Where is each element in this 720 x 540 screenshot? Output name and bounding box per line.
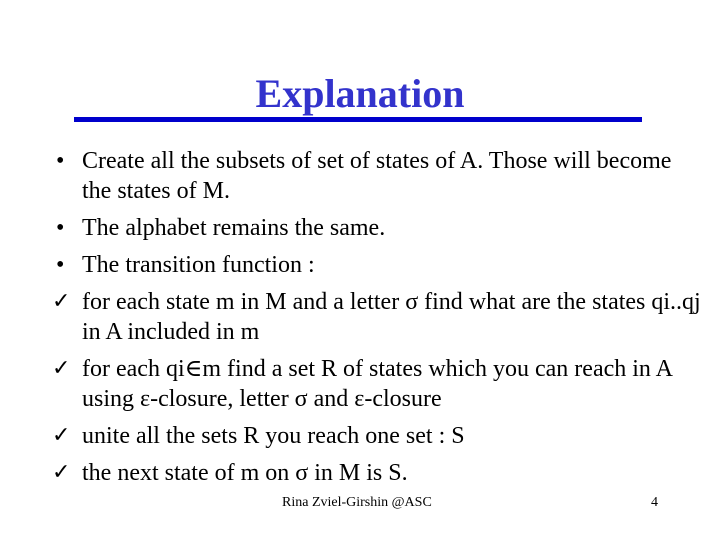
bullet-icon: • xyxy=(56,252,65,278)
bullet-icon: • xyxy=(56,215,65,241)
list-item xyxy=(52,421,702,451)
list-item xyxy=(52,458,702,488)
list-item-text: for each state m in M and a letter σ find what are the states qi..qj in A included in m xyxy=(82,289,701,345)
list-item-text: the next state of m on σ in M is S. xyxy=(82,460,408,486)
list-item-text: The transition function : xyxy=(82,252,315,278)
footer-author: Rina Zviel-Girshin @ASC xyxy=(282,495,432,510)
list-item xyxy=(52,250,702,280)
list-item-text: Create all the subsets of set of states of A. Those will become the states of M. xyxy=(82,148,672,204)
checkmark-icon: ✓ xyxy=(52,289,71,314)
checkmark-icon: ✓ xyxy=(52,356,71,381)
slide-title: Explanation xyxy=(255,71,465,116)
bullet-list xyxy=(52,146,702,495)
list-item xyxy=(52,354,702,414)
checkmark-icon: ✓ xyxy=(52,460,71,485)
page-number: 4 xyxy=(651,495,658,510)
list-item-text: The alphabet remains the same. xyxy=(82,215,386,241)
bullet-icon: • xyxy=(56,148,65,174)
list-item-text: unite all the sets R you reach one set : S xyxy=(82,423,465,449)
title-underline xyxy=(74,117,642,122)
list-item xyxy=(52,213,702,243)
list-item xyxy=(52,146,702,206)
checkmark-icon: ✓ xyxy=(52,423,71,448)
list-item-text: for each qi∈m find a set R of states which you can reach in A using ε-closure, letter σ and ε-closure xyxy=(82,356,672,412)
list-item xyxy=(52,287,702,347)
